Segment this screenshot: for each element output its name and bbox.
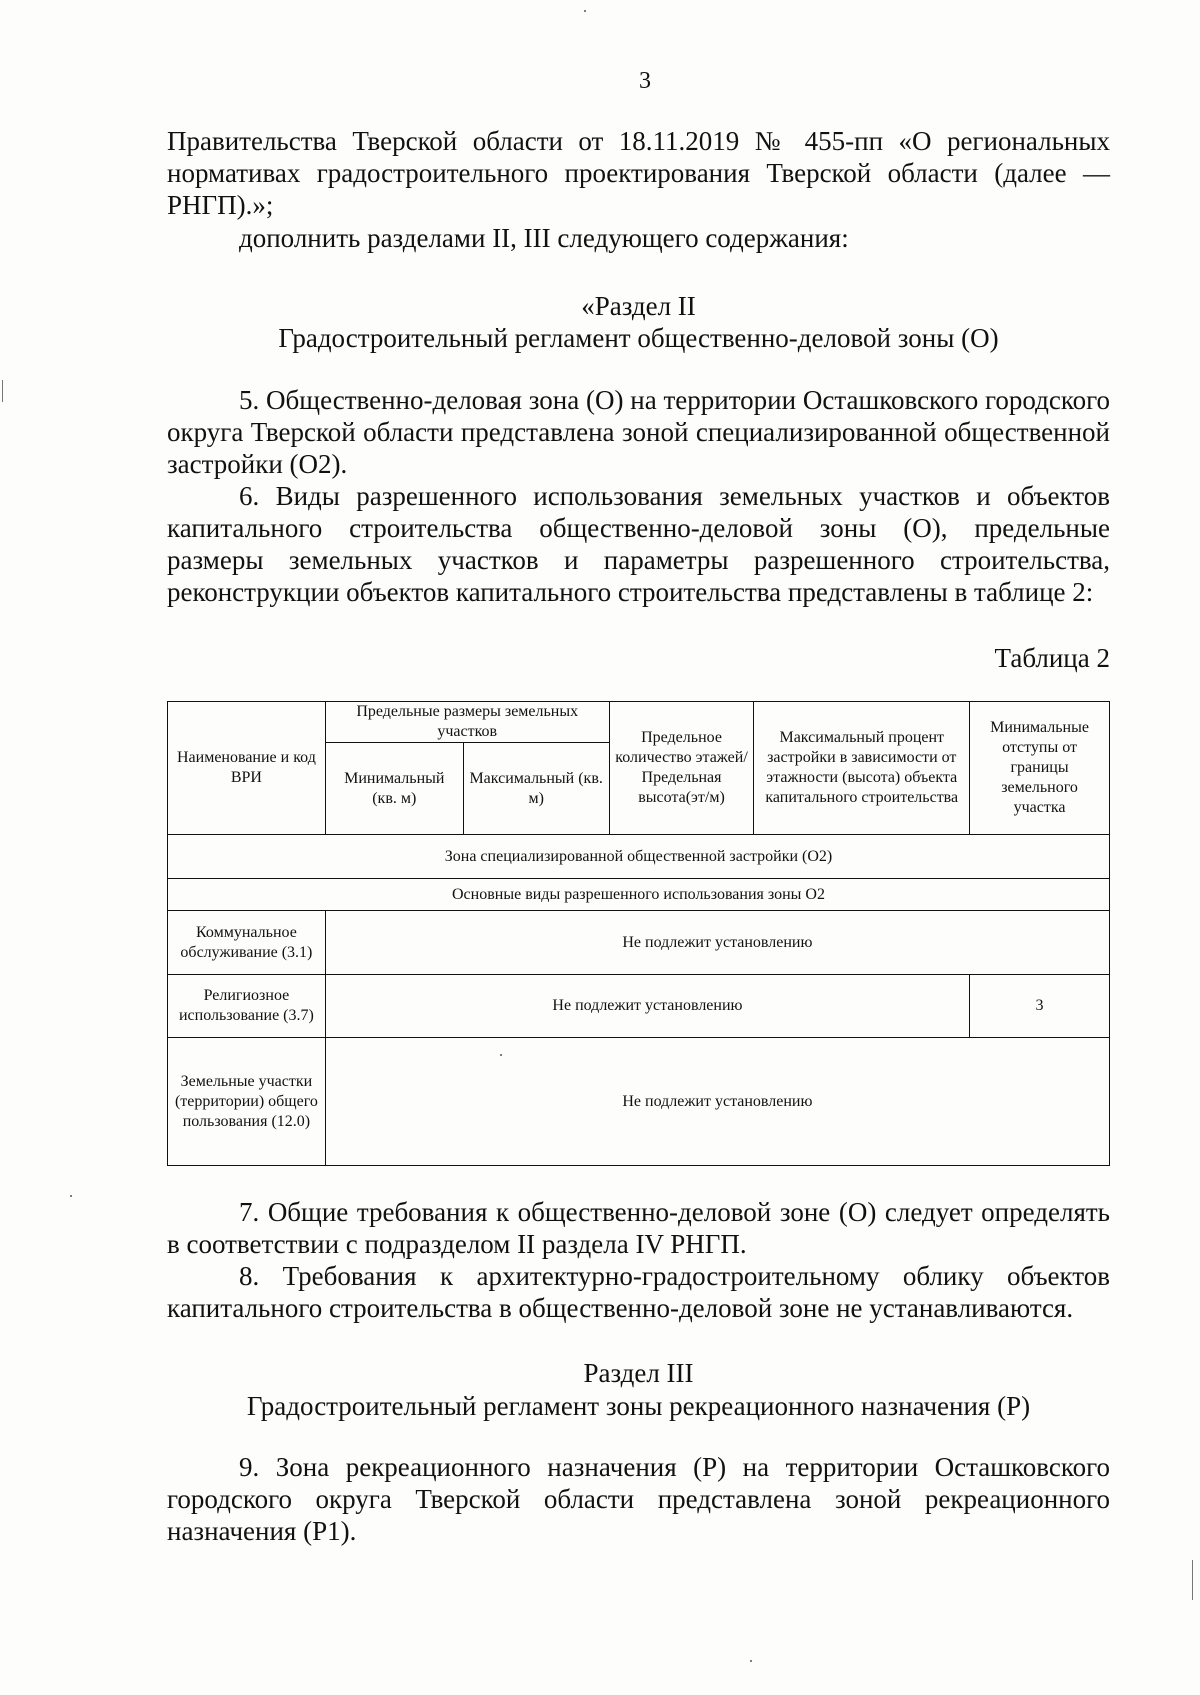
scan-speck	[584, 10, 586, 12]
row-setback: 3	[970, 975, 1110, 1038]
scan-edge-mark	[1192, 1560, 1193, 1600]
section2-title: Градостроительный регламент общественно-деловой зоны (О)	[278, 323, 999, 353]
header-floors-height: Предельное количество этажей/ Предельная высота(эт/м)	[609, 702, 754, 835]
row-value: Не подлежит установлению	[325, 975, 969, 1038]
header-plot-sizes: Предельные размеры земельных участков	[325, 702, 609, 743]
section3-title: Градостроительный регламент зоны рекреационного назначения (Р)	[246, 1391, 1031, 1421]
header-max-size: Максимальный (кв. м)	[463, 743, 609, 835]
intro-line-2: нормативах градостроительного проектирования Тверской области (далее —	[167, 158, 1110, 188]
page-number: 3	[639, 68, 651, 94]
scan-speck	[70, 1195, 72, 1197]
intro-line-3: РНГП).»;	[167, 190, 274, 220]
row-value: Не подлежит установлению	[325, 1038, 1109, 1166]
header-min-size: Минимальный (кв. м)	[325, 743, 463, 835]
supplement-line: дополнить разделами II, III следующего содержания:	[239, 223, 849, 253]
zone-row: Зона специализированной общественной застройки (О2)	[168, 835, 1110, 879]
intro-line-1: Правительства Тверской области от 18.11.2019 № 455-пп «О региональных	[167, 126, 1110, 156]
paragraph-6: 6. Виды разрешенного использования земельных участков и объектов капитального строительства общественно-деловой зоны (О), предельные размеры земельных участков и параметры разрешенного строительства, реконструкции объектов капитального строительства представлены в таблице 2:	[167, 481, 1110, 607]
header-setback: Минимальные отступы от границы земельного участка	[970, 702, 1110, 835]
scan-edge-mark	[2, 380, 3, 402]
table-caption: Таблица 2	[994, 643, 1110, 673]
header-name-code: Наименование и код ВРИ	[168, 702, 326, 835]
section2-heading: «Раздел II	[581, 291, 696, 321]
intro-paragraph	[167, 125, 1110, 221]
row-name: Коммунальное обслуживание (3.1)	[168, 911, 326, 975]
section3-heading: Раздел III	[583, 1358, 694, 1388]
row-value: Не подлежит установлению	[325, 911, 1109, 975]
row-name: Земельные участки (территории) общего пользования (12.0)	[168, 1038, 326, 1166]
paragraph-9: 9. Зона рекреационного назначения (Р) на территории Осташковского городского округа Тверской области представлена зоной рекреационного назначения (Р1).	[167, 1452, 1110, 1546]
scan-speck	[500, 1054, 502, 1056]
header-coverage: Максимальный процент застройки в зависимости от этажности (высота) объекта капитального строительства	[754, 702, 970, 835]
row-name: Религиозное использование (3.7)	[168, 975, 326, 1038]
regulation-table	[167, 701, 1110, 1166]
paragraph-5: 5. Общественно-деловая зона (О) на территории Осташковского городского округа Тверской области представлена зоной специализированной общественной застройки (О2).	[167, 385, 1110, 479]
table-row	[168, 975, 1110, 1038]
paragraph-7: 7. Общие требования к общественно-деловой зоне (О) следует определять в соответствии с подразделом II раздела IV РНГП.	[167, 1197, 1110, 1259]
table-row	[168, 1038, 1110, 1166]
scan-speck	[750, 1660, 752, 1662]
basic-uses-row: Основные виды разрешенного использования зоны О2	[168, 879, 1110, 911]
paragraph-8: 8. Требования к архитектурно-градостроительному облику объектов капитального строительства в общественно-деловой зоне не устанавливаются.	[167, 1261, 1110, 1323]
table-row	[168, 911, 1110, 975]
